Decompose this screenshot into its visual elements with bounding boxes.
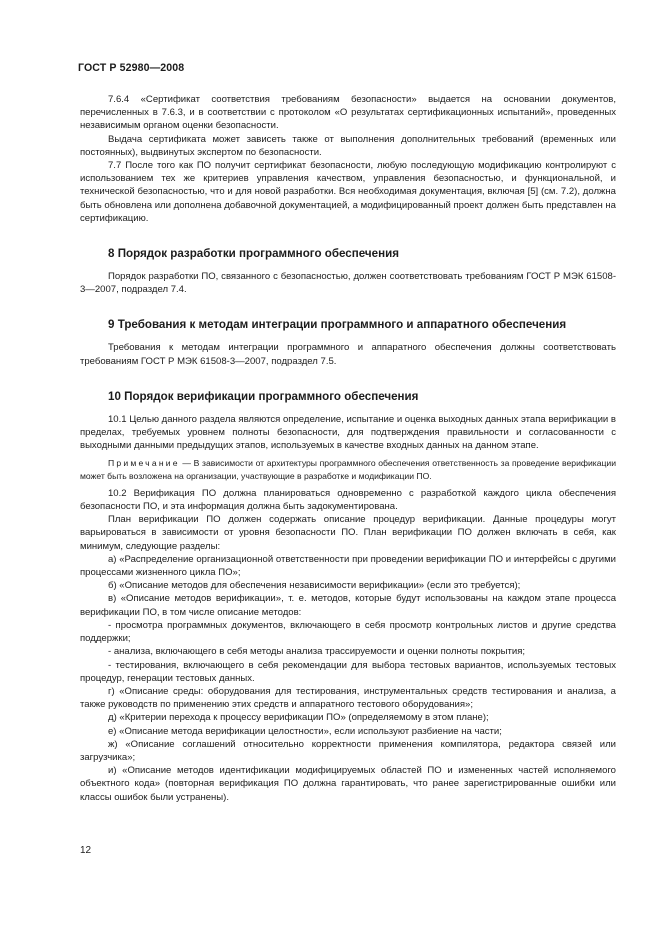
note-label: Примечание [108, 458, 180, 469]
paragraph-7-6-4: 7.6.4 «Сертификат соответствия требованиям безопасности» выдается на основании документов, перечисленных в 7.6.3, и в соответствии с протоколом «О результатах сертификационных испытаний», проведенных независимым органом оценки безопасности. [80, 94, 616, 132]
section-9-text: Требования к методам интеграции программного и аппаратного обеспечения должны соответствовать требованиям ГОСТ Р МЭК 61508-3—2007, подраздел 7.5. [80, 342, 616, 367]
section-number: 9 [108, 318, 115, 332]
paragraph-10-2: 10.2 Верификация ПО должна планироваться одновременно с разработкой каждого цикла обеспечения безопасности ПО, и эта информация должна быть задокументирована. [80, 487, 616, 513]
document-header: ГОСТ Р 52980—2008 [78, 62, 185, 74]
list-item: - тестирования, включающего в себя рекомендации для выбора тестовых вариантов, используемых тестовых процедур, генерации тестовых данных. [80, 659, 616, 684]
list-item: д) «Критерии перехода к процессу верификации ПО» (определяемому в этом плане); [108, 712, 489, 724]
list-item: г) «Описание среды: оборудования для тестирования, инструментальных средств тестирования и анализа, а также руководств по применению этих средств и аппаратного тестового оборудования»; [80, 685, 616, 711]
section-number: 8 [108, 247, 115, 261]
section-8-heading [80, 246, 616, 261]
page-number: 12 [80, 845, 92, 856]
paragraph-10-2-plan: План верификации ПО должен содержать описание процедур верификации. Данные процедуры могут варьироваться в зависимости от уровня безопасности ПО. План верификации ПО должен включать в себя, как минимум, следующие разделы: [80, 514, 616, 552]
list-item: е) «Описание метода верификации целостности», если используют разбиение на части; [108, 725, 502, 737]
section-9-heading [80, 317, 616, 332]
list-item: б) «Описание методов для обеспечения независимости верификации» (если это требуется); [108, 580, 521, 592]
note-text: — В зависимости от архитектуры программного обеспечения ответственность за проведение верификации может быть возложена на организации, участвующие в разработке и модификации ПО. [80, 458, 616, 481]
section-8-text: Порядок разработки ПО, связанного с безопасностью, должен соответствовать требованиям ГОСТ Р МЭК 61508-3—2007, подраздел 7.4. [80, 271, 616, 296]
list-item: ж) «Описание соглашений относительно корректности применения компилятора, редактора связей или загрузчика»; [80, 738, 616, 763]
paragraph-7-7: 7.7 После того как ПО получит сертификат безопасности, любую последующую модификацию контролируют с использованием тех же критериев управления качеством, управления безопасностью, и функциональной, и технической безопасностью, что и для новой разработки. Вся необходимая документация, включая [5] (см. 7.2), должна быть обновлена или дополнена добавочной документацией, а модифицированный проект должен быть представлен на сертификацию. [80, 160, 616, 224]
section-number: 10 [108, 389, 121, 403]
list-item: и) «Описание методов идентификации модифицируемых областей ПО и измененных частей исполняемого объектного кода» (повторная верификация ПО должна гарантировать, что ранее зарегистрированные ошибки или классы ошибок были устранены). [80, 765, 616, 803]
section-title: Требования к методам интеграции программного и аппаратного обеспечения [117, 318, 567, 332]
section-title: Порядок верификации программного обеспечения [124, 389, 419, 403]
paragraph-10-1: 10.1 Целью данного раздела являются определение, испытание и оценка выходных данных этапа верификации в пределах, требуемых уровнем полноты безопасности, для подтверждения правильности и согласованности с выходными данными предыдущих этапов, используемых в качестве входных данных на данном этапе. [80, 413, 616, 452]
list-item: в) «Описание методов верификации», т. е. методов, которые будут использованы на каждом этапе процесса верификации ПО, в том числе описание методов: [80, 593, 616, 618]
section-title: Порядок разработки программного обеспечения [117, 247, 399, 261]
list-item: - просмотра программных документов, включающего в себя просмотр контрольных листов и другие средства поддержки; [80, 619, 616, 645]
document-body [80, 93, 616, 804]
section-10-heading [80, 389, 616, 404]
note [80, 457, 616, 481]
paragraph-7-6-4-cont: Выдача сертификата может зависеть также от выполнения дополнительных требований (временных или постоянных), выдвинутых экспертом по безопасности. [80, 133, 616, 158]
list-item: - анализа, включающего в себя методы анализа трассируемости и оценки полноты покрытия; [108, 646, 526, 658]
list-item: а) «Распределение организационной ответственности при проведении верификации ПО и интерфейсы с другими процессами жизненного цикла ПО»; [80, 553, 616, 579]
